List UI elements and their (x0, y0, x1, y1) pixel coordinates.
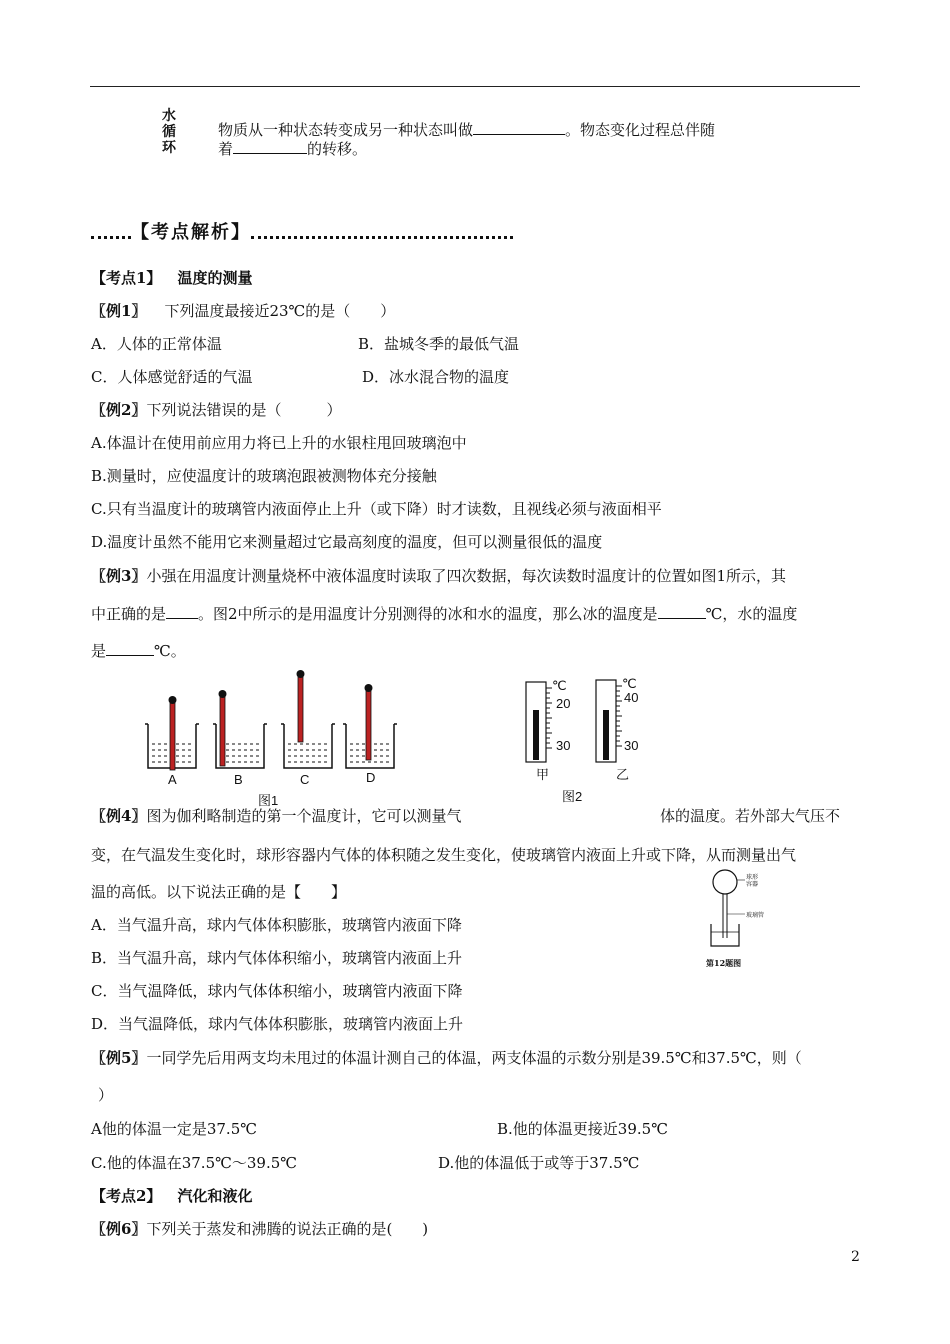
question-text: 下列温度最接近23℃的是（ ） (164, 302, 396, 320)
ex1-option-c: C．人体感觉舒适的气温 (91, 368, 253, 386)
question-text: 。图2中所示的是用温度计分别测得的冰和水的温度，那么冰的温度是 (198, 605, 658, 623)
fig2-caption: 图2 (562, 789, 583, 804)
beaker-c (281, 670, 335, 768)
question-text: 中正确的是 (91, 605, 167, 623)
answer-blank[interactable] (473, 120, 565, 135)
galileo-label-bulb: 球形容器 (746, 874, 759, 888)
ex3-line-1 (91, 566, 786, 586)
question-text: 图为伽利略制造的第一个温度计，它可以测量气 (146, 807, 462, 825)
ex5-option-b: B.他的体温更接近39.5℃ (497, 1120, 668, 1138)
example-label: 〖例3〗 (91, 567, 147, 585)
fig2-left-top: 20 (556, 696, 571, 711)
dots-left (91, 228, 131, 239)
question-text: ℃，水的温度 (705, 605, 798, 623)
example-label: 〖例5〗 (91, 1049, 147, 1067)
intro-text: 。物态变化过程总伴随 (565, 121, 716, 139)
point1-heading (91, 268, 252, 288)
point2-heading (91, 1186, 252, 1206)
question-text: 小强在用温度计测量烧杯中液体温度时读取了四次数据，每次读数时温度计的位置如图1所示，其 (146, 567, 786, 585)
fig1-label-c: C (300, 772, 310, 787)
ex2-option-b: B.测量时，应使温度计的玻璃泡跟被测物体充分接触 (91, 467, 437, 485)
answer-blank[interactable] (233, 139, 307, 154)
intro-line-2 (218, 139, 367, 159)
fig2-left-name: 甲 (536, 767, 550, 782)
fig2-right-top: 40 (624, 690, 639, 705)
dots-right (251, 228, 513, 239)
ex4-option-a: A．当气温升高，球内气体体积膨胀，玻璃管内液面下降 (91, 916, 462, 934)
answer-blank[interactable] (106, 641, 154, 656)
ex2-option-d: D.温度计虽然不能用它来测量超过它最高刻度的温度，但可以测量很低的温度 (91, 533, 603, 551)
ex4-option-b: B．当气温升高，球内气体体积缩小，玻璃管内液面上升 (91, 949, 463, 967)
example-label: 〖例4〗 (91, 807, 147, 825)
fig1-label-b: B (234, 772, 243, 787)
ex5-option-c: C.他的体温在37.5℃～39.5℃ (91, 1154, 298, 1172)
thermometer-d (366, 690, 371, 760)
ex5-option-a: A他的体温一定是37.5℃ (91, 1120, 258, 1138)
fig2-right-unit: ℃ (622, 676, 637, 691)
point-label: 【考点2】 (91, 1187, 162, 1205)
fig1-label-a: A (168, 772, 177, 787)
thermometer-b (220, 696, 225, 766)
galileo-label-tube: 玻璃管 (746, 912, 765, 919)
thermometer-a (170, 702, 175, 770)
ex4-line-3: 温的高低。以下说法正确的是【 】 (91, 883, 347, 901)
fig2-right-name: 乙 (616, 767, 630, 782)
ex3-line-3 (91, 641, 186, 661)
side-label: 水循环 (162, 108, 176, 156)
intro-text: 着 (218, 140, 234, 158)
question-text: 下列说法错误的是（ ） (146, 401, 342, 419)
question-text: ℃。 (154, 642, 186, 660)
ex4-line-2: 变，在气温发生变化时，球形容器内气体的体积随之发生变化，使玻璃管内液面上升或下降，从而测量出气 (91, 846, 797, 864)
intro-line-1 (218, 120, 715, 140)
thermometer-jia (526, 682, 552, 762)
question-text: 是 (91, 642, 107, 660)
point-title: 温度的测量 (177, 269, 253, 287)
answer-blank[interactable] (166, 604, 198, 619)
section-title: 【考点解析】 (131, 222, 251, 243)
ex4-line-1-end: 体的温度。若外部大气压不 (660, 807, 841, 825)
beaker-d (343, 684, 397, 768)
answer-blank[interactable] (658, 604, 706, 619)
question-text: 下列关于蒸发和沸腾的说法正确的是( ) (146, 1220, 429, 1238)
point-label: 【考点1】 (91, 269, 162, 287)
question-text: 一同学先后用两支均未甩过的体温计测自己的体温，两支体温的示数分别是39.5℃和37.5℃，则（ (146, 1049, 802, 1067)
example-label: 〖例1〗 (91, 302, 147, 320)
ex1-option-b: B．盐城冬季的最低气温 (358, 335, 520, 353)
figure-1-beakers (140, 668, 410, 808)
ex5-option-d: D.他的体温低于或等于37.5℃ (438, 1154, 640, 1172)
fig2-left-bottom: 30 (556, 738, 571, 753)
ex4-option-d: D．当气温降低，球内气体体积膨胀，玻璃管内液面上升 (91, 1015, 464, 1033)
ex1-option-d: D．冰水混合物的温度 (362, 368, 510, 386)
example-label: 〖例6〗 (91, 1220, 147, 1238)
example-label: 〖例2〗 (91, 401, 147, 419)
ex6-question (91, 1219, 428, 1239)
ex1-option-a: A．人体的正常体温 (91, 335, 222, 353)
fig2-left-unit: ℃ (552, 678, 567, 693)
ex1-question (91, 301, 395, 321)
ex5-line-1 (91, 1048, 802, 1068)
page-number: 2 (851, 1249, 860, 1265)
fig2-right-bottom: 30 (624, 738, 639, 753)
ex4-line-1 (91, 806, 461, 826)
beaker-a (145, 696, 199, 770)
intro-text: 的转移。 (307, 140, 368, 158)
ex3-line-2 (91, 604, 797, 624)
header-rule (90, 86, 860, 87)
galileo-caption: 第12题图 (706, 958, 742, 968)
point-title: 汽化和液化 (177, 1187, 253, 1205)
intro-text: 物质从一种状态转变成另一种状态叫做 (218, 121, 474, 139)
ex5-line-2: ） (98, 1086, 114, 1104)
ex4-option-c: C．当气温降低，球内气体体积缩小，玻璃管内液面下降 (91, 982, 463, 1000)
fig1-caption: 图1 (258, 793, 279, 808)
beaker-b (213, 690, 267, 768)
fig1-label-d: D (366, 770, 376, 785)
section-heading (91, 218, 513, 242)
ex2-option-c: C.只有当温度计的玻璃管内液面停止上升（或下降）时才读数，且视线必须与液面相平 (91, 500, 662, 518)
thermometer-yi (596, 680, 622, 762)
ex2-question (91, 400, 341, 420)
thermometer-c (298, 676, 303, 742)
ex2-option-a: A.体温计在使用前应用力将已上升的水银柱甩回玻璃泡中 (91, 434, 467, 452)
